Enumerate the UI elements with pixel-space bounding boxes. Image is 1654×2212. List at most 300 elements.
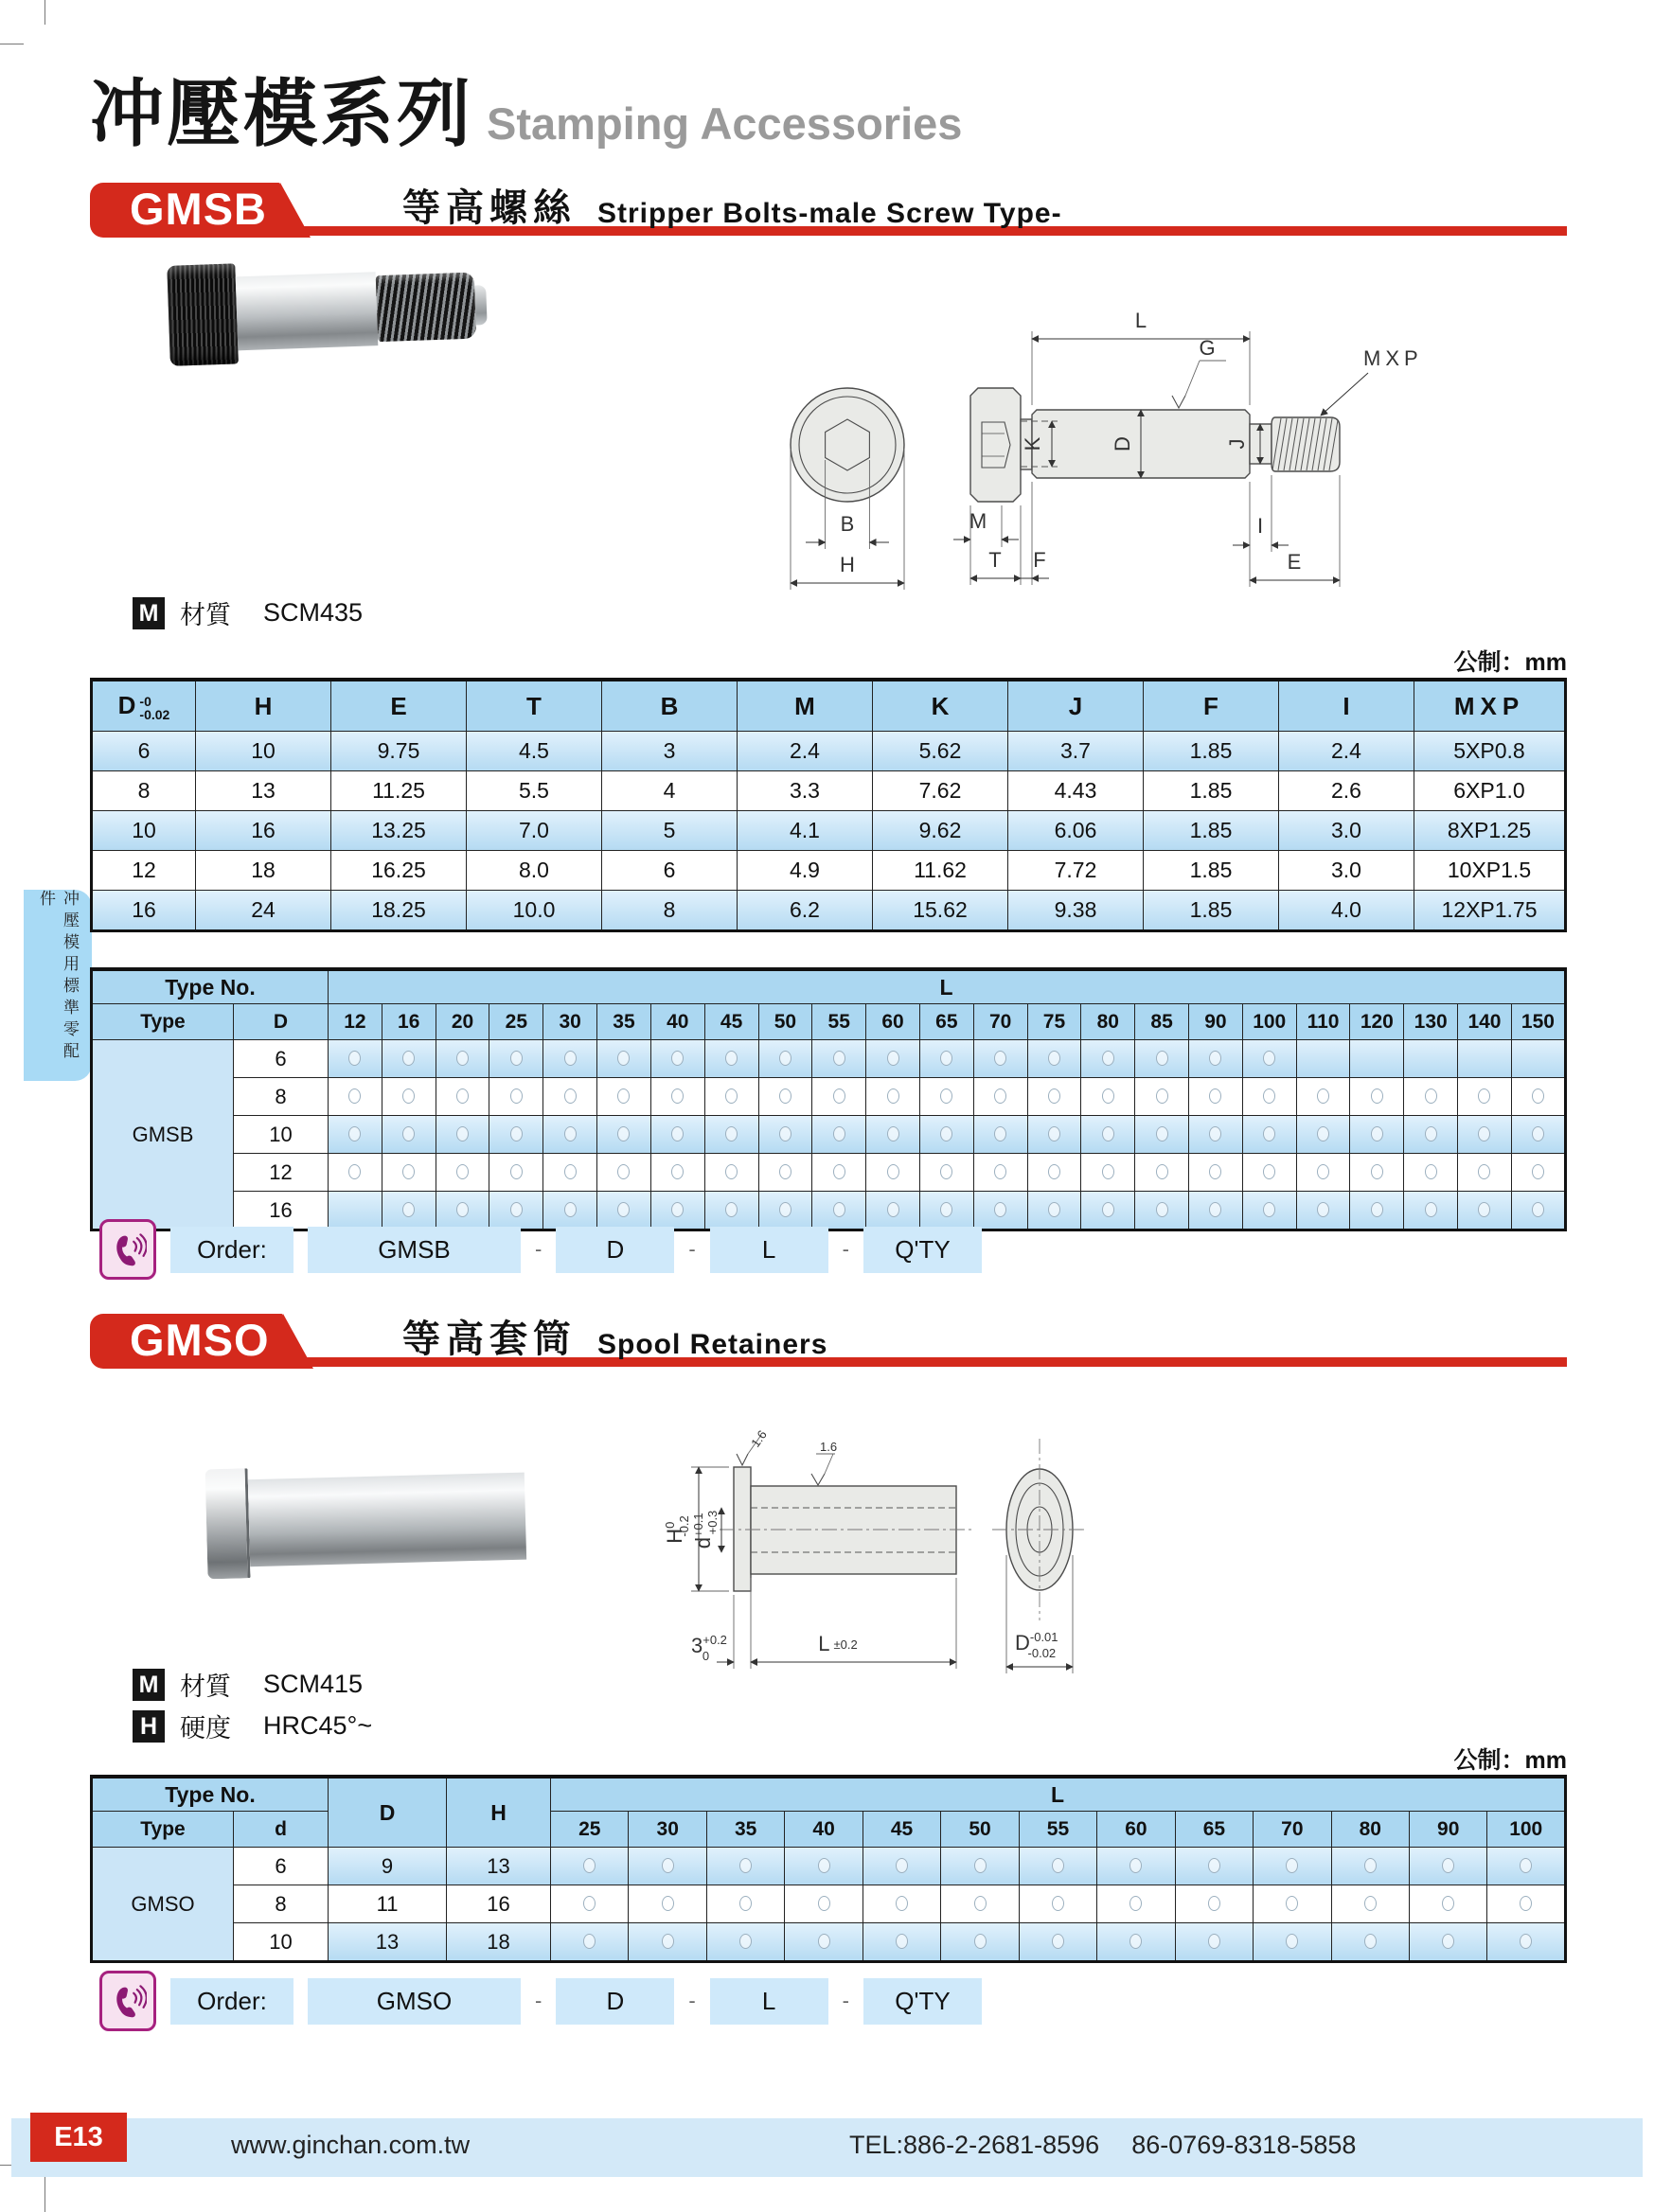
available-circle: [1209, 1051, 1221, 1066]
avail-cell: [706, 1848, 784, 1885]
dim-cell: 16.25: [331, 851, 467, 891]
available-circle: [940, 1202, 952, 1217]
dim-label-H: $H^0-0.2$: [663, 1515, 691, 1544]
avail-cell: [1175, 1885, 1253, 1923]
avail-cell: [758, 1040, 812, 1078]
gmso-unit-note: 公制：mm: [1453, 1747, 1567, 1774]
length-header: 50: [941, 1812, 1019, 1848]
gmsb-badge-label: GMSB: [130, 184, 267, 234]
available-circle: [1129, 1896, 1142, 1911]
avail-cell: [1458, 1078, 1512, 1116]
avail-cell: [1296, 1192, 1350, 1230]
available-circle: [510, 1126, 523, 1141]
avail-cell: [489, 1078, 543, 1116]
gmso-technical-drawing: [663, 1399, 1610, 1711]
material-icon: M: [133, 597, 165, 629]
available-circle: [564, 1051, 577, 1066]
d-cell: 8: [234, 1885, 329, 1923]
avail-cell: [1487, 1885, 1566, 1923]
length-header: 65: [919, 1004, 973, 1040]
available-circle: [1425, 1126, 1437, 1141]
avail-cell: [1511, 1040, 1565, 1078]
available-circle: [833, 1164, 845, 1179]
avail-cell: [1350, 1040, 1404, 1078]
avail-cell: [919, 1154, 973, 1192]
available-circle: [348, 1088, 361, 1104]
avail-row: [92, 1078, 1566, 1116]
available-circle: [833, 1126, 845, 1141]
order-part-d: D: [556, 1227, 674, 1273]
order-code: GMSO: [308, 1978, 521, 2025]
dim-cell: 9.38: [1008, 891, 1144, 931]
avail-cell: [1458, 1116, 1512, 1154]
dim-label-i: I: [1256, 514, 1264, 538]
available-circle: [402, 1202, 415, 1217]
dim-cell: 6.2: [738, 891, 873, 931]
available-circle: [1208, 1934, 1220, 1949]
length-header: 75: [1027, 1004, 1081, 1040]
avail-cell: [1458, 1154, 1512, 1192]
dim-label-D-big: $D^{-0.01}$ -0.02: [1015, 1630, 1058, 1660]
D-cell: 13: [329, 1923, 447, 1962]
avail-cell: [329, 1078, 382, 1116]
H-cell: 13: [447, 1848, 551, 1885]
available-circle: [671, 1202, 684, 1217]
length-header: 70: [973, 1004, 1027, 1040]
gmsb-unit-note: 公制：mm: [1453, 649, 1567, 676]
dim-cell: 2.4: [1279, 732, 1414, 771]
gmso-material-note: [133, 1666, 363, 1703]
type-header: Type: [92, 1004, 234, 1040]
available-circle: [940, 1164, 952, 1179]
footer-telephone: TEL:886-2-2681-8596 86-0769-8318-5858: [849, 2131, 1357, 2159]
type-cell: GMSB: [92, 1040, 234, 1230]
dim-header: I: [1279, 680, 1414, 732]
avail-cell: [704, 1040, 758, 1078]
avail-cell: [1097, 1848, 1175, 1885]
order-separator: -: [688, 1237, 696, 1261]
dim-cell: 13: [196, 771, 331, 811]
avail-cell: [706, 1923, 784, 1962]
length-header: 35: [597, 1004, 651, 1040]
material-label: 材質: [180, 1672, 231, 1701]
dim-header: T: [467, 680, 602, 732]
avail-cell: [1242, 1154, 1296, 1192]
avail-cell: [1242, 1078, 1296, 1116]
order-part-l: L: [710, 1978, 828, 2025]
avail-cell: [785, 1923, 863, 1962]
available-circle: [1317, 1164, 1329, 1179]
length-header: 90: [1189, 1004, 1243, 1040]
available-circle: [1209, 1164, 1221, 1179]
dim-cell: 4: [602, 771, 738, 811]
dim-cell: 3.0: [1279, 851, 1414, 891]
avail-cell: [629, 1923, 706, 1962]
gmsb-technical-drawing: [525, 216, 1567, 604]
gmsb-material-note: [133, 594, 363, 631]
gmso-order-row: [99, 1971, 982, 2031]
dim-header: B: [602, 680, 738, 732]
available-circle: [974, 1896, 987, 1911]
length-header: 35: [706, 1812, 784, 1848]
available-circle: [1478, 1126, 1490, 1141]
avail-cell: [1458, 1192, 1512, 1230]
available-circle: [1425, 1202, 1437, 1217]
available-circle: [1048, 1088, 1060, 1104]
available-circle: [1208, 1858, 1220, 1873]
length-header: 100: [1242, 1004, 1296, 1040]
available-circle: [564, 1126, 577, 1141]
available-circle: [662, 1896, 674, 1911]
dim-cell: 5XP0.8: [1414, 732, 1566, 771]
order-part-qty: Q'TY: [863, 1227, 982, 1273]
length-group-header: L: [329, 969, 1566, 1004]
avail-cell: [436, 1154, 489, 1192]
gmso-header: [90, 1314, 1567, 1372]
available-circle: [1520, 1896, 1532, 1911]
available-circle: [1052, 1934, 1064, 1949]
available-circle: [1263, 1202, 1275, 1217]
avail-cell: [382, 1040, 436, 1078]
dim-label-e: E: [1287, 550, 1302, 574]
avail-cell: [1296, 1078, 1350, 1116]
dim-label-j: J: [1225, 438, 1249, 450]
avail-cell: [863, 1848, 940, 1885]
avail-cell: [1027, 1116, 1081, 1154]
avail-cell: [866, 1154, 920, 1192]
avail-cell: [650, 1116, 704, 1154]
dim-cell: 9.62: [873, 811, 1008, 851]
dim-cell: 6: [602, 851, 738, 891]
available-circle: [994, 1088, 1006, 1104]
dim-cell: 3.3: [738, 771, 873, 811]
dim-cell: 6XP1.0: [1414, 771, 1566, 811]
available-circle: [564, 1088, 577, 1104]
dim-cell: 3: [602, 732, 738, 771]
order-separator: -: [535, 1989, 542, 2012]
available-circle: [1442, 1896, 1454, 1911]
order-label: Order:: [170, 1227, 293, 1273]
dim-cell: 7.72: [1008, 851, 1144, 891]
available-circle: [994, 1051, 1006, 1066]
avail-cell: [812, 1116, 866, 1154]
hardness-icon: H: [133, 1710, 165, 1743]
page-title-zh: 冲壓模系列: [90, 72, 474, 155]
avail-cell: [551, 1848, 629, 1885]
avail-cell: [489, 1154, 543, 1192]
dim-cell: 1.85: [1144, 891, 1279, 931]
available-circle: [583, 1934, 596, 1949]
avail-row: [92, 1848, 1566, 1885]
avail-cell: [382, 1116, 436, 1154]
dim-cell: 5.62: [873, 732, 1008, 771]
avail-cell: [543, 1154, 597, 1192]
available-circle: [818, 1934, 830, 1949]
available-circle: [1286, 1934, 1298, 1949]
available-circle: [1263, 1126, 1275, 1141]
D-header: D: [329, 1777, 447, 1848]
dim-cell: 3.0: [1279, 811, 1414, 851]
avail-cell: [1189, 1040, 1243, 1078]
available-circle: [887, 1164, 899, 1179]
avail-cell: [650, 1040, 704, 1078]
avail-cell: [1296, 1116, 1350, 1154]
available-circle: [1048, 1126, 1060, 1141]
footer-bar: [11, 2118, 1643, 2177]
gmso-subtitle-en: Spool Retainers: [597, 1329, 828, 1360]
crop-mark: [44, 2175, 45, 2212]
dim-header: E: [331, 680, 467, 732]
length-header: 25: [551, 1812, 629, 1848]
available-circle: [671, 1088, 684, 1104]
avail-cell: [1081, 1192, 1135, 1230]
avail-cell: [329, 1154, 382, 1192]
avail-cell: [812, 1078, 866, 1116]
H-cell: 16: [447, 1885, 551, 1923]
d-header: D: [234, 1004, 329, 1040]
dim-header: K: [873, 680, 1008, 732]
material-value: SCM415: [263, 1670, 364, 1698]
dim-label-k: K: [1021, 436, 1044, 451]
available-circle: [1052, 1896, 1064, 1911]
dim-cell: 5.5: [467, 771, 602, 811]
available-circle: [617, 1088, 630, 1104]
avail-row: [92, 1040, 1566, 1078]
avail-cell: [866, 1116, 920, 1154]
available-circle: [583, 1896, 596, 1911]
dim-cell: 6: [92, 732, 196, 771]
available-circle: [564, 1164, 577, 1179]
gmso-subtitle-zh: 等高套筒: [402, 1318, 577, 1360]
avail-cell: [1487, 1848, 1566, 1885]
length-header: 16: [382, 1004, 436, 1040]
avail-row: [92, 1923, 1566, 1962]
gmso-badge-label: GMSO: [130, 1315, 270, 1365]
avail-cell: [973, 1154, 1027, 1192]
dim-cell: 5: [602, 811, 738, 851]
avail-cell: [382, 1078, 436, 1116]
dim-cell: 7.0: [467, 811, 602, 851]
avail-cell: [785, 1848, 863, 1885]
order-separator: -: [688, 1989, 696, 2012]
d-cell: 16: [234, 1192, 329, 1230]
available-circle: [1478, 1088, 1490, 1104]
available-circle: [1317, 1126, 1329, 1141]
available-circle: [1102, 1202, 1114, 1217]
available-circle: [1209, 1126, 1221, 1141]
available-circle: [1478, 1164, 1490, 1179]
avail-cell: [436, 1116, 489, 1154]
dim-cell: 10: [196, 732, 331, 771]
available-circle: [1520, 1858, 1532, 1873]
gmsb-product-photo: [167, 255, 488, 366]
avail-cell: [1350, 1116, 1404, 1154]
dim-cell: 10: [92, 811, 196, 851]
available-circle: [739, 1858, 752, 1873]
available-circle: [617, 1126, 630, 1141]
length-header: 40: [785, 1812, 863, 1848]
available-circle: [671, 1051, 684, 1066]
avail-cell: [1189, 1116, 1243, 1154]
available-circle: [1048, 1051, 1060, 1066]
hardness-label: 硬度: [180, 1714, 231, 1743]
available-circle: [1286, 1896, 1298, 1911]
type-cell: GMSO: [92, 1848, 234, 1962]
finish-mark-value: 1.6: [748, 1427, 770, 1450]
dim-label-flange: $3^{+0.2}$ 0: [691, 1633, 727, 1663]
available-circle: [1532, 1164, 1544, 1179]
length-header: 80: [1081, 1004, 1135, 1040]
available-circle: [1102, 1051, 1114, 1066]
avail-cell: [436, 1040, 489, 1078]
available-circle: [402, 1051, 415, 1066]
material-value: SCM435: [263, 598, 364, 627]
avail-header-row2: [92, 1812, 1566, 1848]
gmsb-subtitle-en: Stripper Bolts-male Screw Type-: [597, 198, 1062, 229]
dim-cell: 2.4: [738, 732, 873, 771]
avail-cell: [1331, 1923, 1409, 1962]
page-title-en: Stamping Accessories: [487, 98, 963, 149]
hardness-value: HRC45°~: [263, 1711, 373, 1740]
avail-cell: [543, 1040, 597, 1078]
dim-cell: 10XP1.5: [1414, 851, 1566, 891]
avail-cell: [629, 1848, 706, 1885]
available-circle: [564, 1202, 577, 1217]
length-header: 100: [1487, 1812, 1566, 1848]
available-circle: [402, 1164, 415, 1179]
crop-mark: [44, 0, 45, 25]
length-header: 60: [866, 1004, 920, 1040]
avail-cell: [1254, 1848, 1331, 1885]
available-circle: [779, 1202, 791, 1217]
avail-cell: [758, 1078, 812, 1116]
avail-cell: [1242, 1192, 1296, 1230]
available-circle: [1156, 1051, 1168, 1066]
avail-cell: [706, 1885, 784, 1923]
dim-cell: 1.85: [1144, 851, 1279, 891]
available-circle: [1156, 1164, 1168, 1179]
dim-cell: 1.85: [1144, 811, 1279, 851]
spool-tube: [248, 1473, 526, 1567]
available-circle: [896, 1896, 908, 1911]
avail-cell: [1135, 1078, 1189, 1116]
avail-cell: [1410, 1848, 1487, 1885]
d-cell: 10: [234, 1116, 329, 1154]
avail-cell: [1081, 1154, 1135, 1192]
order-part-qty: Q'TY: [863, 1978, 982, 2025]
avail-cell: [1081, 1040, 1135, 1078]
avail-cell: [1081, 1116, 1135, 1154]
avail-cell: [941, 1848, 1019, 1885]
length-header: 45: [863, 1812, 940, 1848]
available-circle: [1263, 1051, 1275, 1066]
avail-cell: [863, 1885, 940, 1923]
avail-cell: [1027, 1040, 1081, 1078]
avail-cell: [1331, 1885, 1409, 1923]
available-circle: [779, 1051, 791, 1066]
bolt-tip: [474, 285, 487, 325]
dim-row: [92, 891, 1566, 931]
available-circle: [583, 1858, 596, 1873]
available-circle: [1129, 1934, 1142, 1949]
dim-cell: 8.0: [467, 851, 602, 891]
avail-cell: [1254, 1923, 1331, 1962]
dim-cell: 18.25: [331, 891, 467, 931]
available-circle: [739, 1934, 752, 1949]
avail-cell: [597, 1078, 651, 1116]
available-circle: [671, 1164, 684, 1179]
avail-cell: [1404, 1040, 1458, 1078]
available-circle: [1425, 1164, 1437, 1179]
avail-cell: [1135, 1116, 1189, 1154]
available-circle: [1102, 1088, 1114, 1104]
available-circle: [994, 1164, 1006, 1179]
available-circle: [940, 1126, 952, 1141]
length-header: 120: [1350, 1004, 1404, 1040]
available-circle: [833, 1202, 845, 1217]
bolt-thread: [376, 273, 476, 343]
footer-website: www.ginchan.com.tw: [231, 2131, 471, 2159]
dim-label-g: G: [1199, 336, 1216, 360]
dim-row: [92, 732, 1566, 771]
available-circle: [348, 1164, 361, 1179]
page-title: [90, 55, 962, 161]
d-cell: 12: [234, 1154, 329, 1192]
gmsb-availability-table: [90, 967, 1567, 1231]
available-circle: [818, 1896, 830, 1911]
avail-cell: [812, 1040, 866, 1078]
avail-cell: [1019, 1923, 1096, 1962]
avail-cell: [1019, 1848, 1096, 1885]
material-icon: M: [133, 1669, 165, 1701]
length-header: 110: [1296, 1004, 1350, 1040]
avail-cell: [1019, 1885, 1096, 1923]
available-circle: [779, 1088, 791, 1104]
gmso-availability-table: [90, 1775, 1567, 1963]
phone-icon: [99, 1219, 156, 1280]
type-header: Type: [92, 1812, 234, 1848]
bolt-head: [167, 263, 239, 365]
avail-row: [92, 1154, 1566, 1192]
dim-cell: 15.62: [873, 891, 1008, 931]
available-circle: [1532, 1088, 1544, 1104]
sidebar-tab: [24, 890, 92, 1081]
avail-cell: [1027, 1078, 1081, 1116]
available-circle: [1052, 1858, 1064, 1873]
available-circle: [974, 1934, 987, 1949]
avail-cell: [382, 1154, 436, 1192]
avail-cell: [597, 1116, 651, 1154]
dim-cell: 4.5: [467, 732, 602, 771]
dim-label-f: F: [1033, 548, 1046, 572]
dim-cell: 12: [92, 851, 196, 891]
order-code: GMSB: [308, 1227, 521, 1273]
available-circle: [887, 1126, 899, 1141]
avail-cell: [785, 1885, 863, 1923]
length-header: 40: [650, 1004, 704, 1040]
order-separator: -: [535, 1237, 542, 1261]
dim-label-m: M: [969, 509, 987, 533]
avail-cell: [1350, 1078, 1404, 1116]
available-circle: [348, 1126, 361, 1141]
length-header: 65: [1175, 1812, 1253, 1848]
gmso-header-rule: [147, 1357, 1567, 1367]
available-circle: [739, 1896, 752, 1911]
dim-header: J: [1008, 680, 1144, 732]
dim-cell: 8: [602, 891, 738, 931]
available-circle: [887, 1051, 899, 1066]
avail-cell: [1027, 1154, 1081, 1192]
